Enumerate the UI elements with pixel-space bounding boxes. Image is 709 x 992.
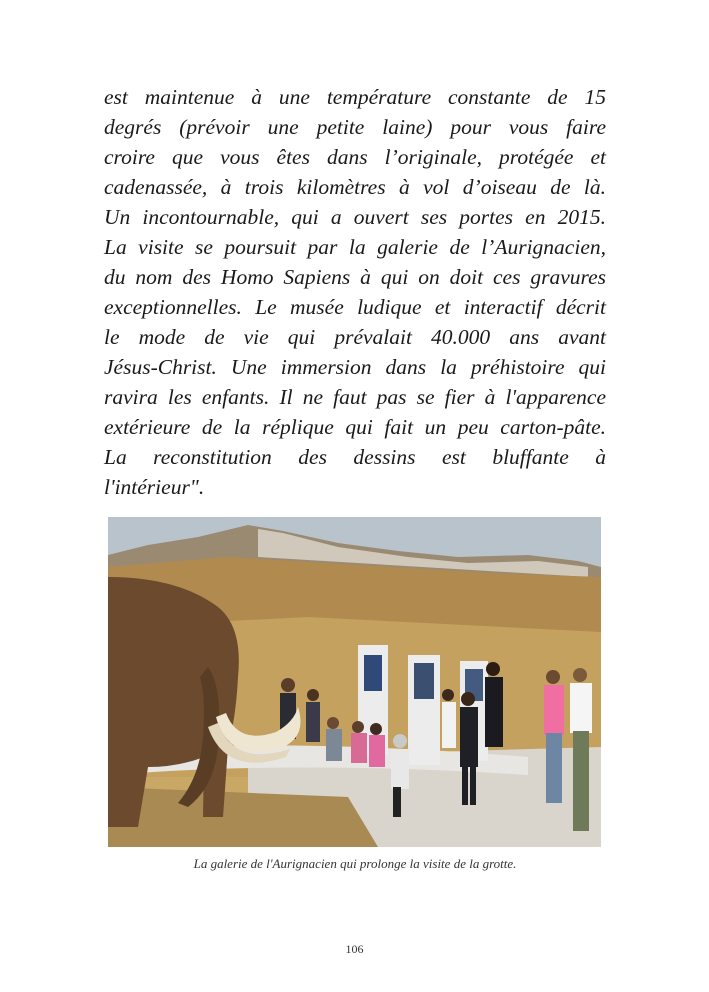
text-line-12: extérieure de la réplique qui fait un peu carton-pâte. — [104, 415, 606, 439]
text-line-11: ravira les enfants. Il ne faut pas se fier à l'apparence — [104, 385, 606, 409]
text-line-2: degrés (prévoir une petite laine) pour vous faire — [104, 115, 606, 139]
text-line-4: cadenassée, à trois kilomètres à vol d’oiseau de là. — [104, 175, 606, 199]
text-line-10: Jésus-Christ. Une immersion dans la préhistoire qui — [104, 355, 606, 379]
text-line-1: est maintenue à une température constante de 15 — [104, 85, 606, 109]
text-line-9: le mode de vie qui prévalait 40.000 ans avant — [104, 325, 606, 349]
text-line-8: exceptionnelles. Le musée ludique et interactif décrit — [104, 295, 606, 319]
figure-caption: La galerie de l'Aurignacien qui prolonge la visite de la grotte. — [193, 856, 517, 871]
text-line-6: La visite se poursuit par la galerie de l’Aurignacien, — [104, 235, 606, 259]
text-line-14: l'intérieur". — [104, 475, 205, 499]
text-line-5: Un incontournable, qui a ouvert ses portes en 2015. — [104, 205, 606, 229]
text-line-3: croire que vous êtes dans l’originale, protégée et — [104, 145, 606, 169]
text-line-13: La reconstitution des dessins est bluffante à — [104, 445, 606, 469]
body-paragraph — [104, 82, 606, 502]
kiosk-2 — [408, 655, 440, 765]
text-line-7: du nom des Homo Sapiens à qui on doit ces gravures — [104, 265, 606, 289]
page-number: 106 — [345, 942, 364, 956]
museum-gallery-photo — [108, 517, 601, 847]
